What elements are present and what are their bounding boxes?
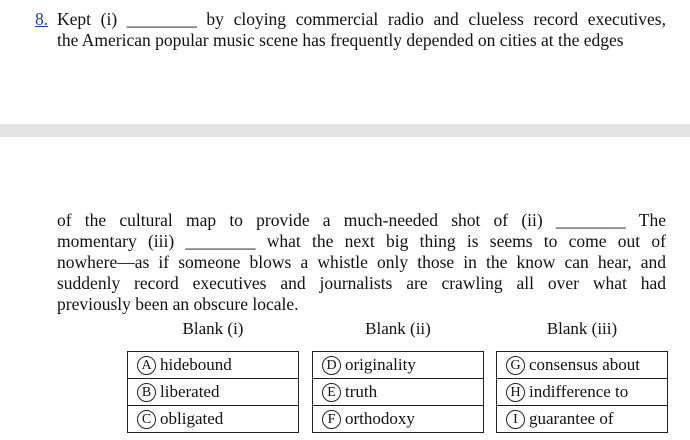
- option-a[interactable]: [128, 352, 298, 379]
- blank-3-options: [496, 351, 668, 433]
- blank-1-options: [127, 351, 299, 433]
- option-g[interactable]: [497, 352, 667, 379]
- question-text-line-1: Kept (i) ________ by cloying commercial radio and clueless record executives,: [57, 9, 666, 29]
- blank-2-heading: Blank (ii): [365, 319, 431, 338]
- question-text-line-3: of the cultural map to provide a much-needed shot of (ii) ________ The: [57, 210, 666, 230]
- option-text: obligated: [160, 409, 224, 428]
- option-letter-circle: I: [506, 410, 525, 429]
- option-f[interactable]: [313, 406, 483, 432]
- option-text: originality: [345, 355, 416, 374]
- option-text: consensus about: [529, 355, 640, 374]
- option-text: liberated: [160, 382, 220, 401]
- option-text: guarantee of: [529, 409, 614, 428]
- option-text: orthodoxy: [345, 409, 415, 428]
- option-letter-circle: C: [137, 410, 156, 429]
- option-text: hidebound: [160, 355, 232, 374]
- option-b[interactable]: [128, 379, 298, 406]
- page-gap-band: [0, 124, 690, 137]
- question-text-line-4: momentary (iii) ________ what the next big thing is seems to come out of: [57, 231, 666, 251]
- option-c[interactable]: [128, 406, 298, 432]
- question-number-link[interactable]: 8.: [35, 9, 49, 29]
- option-letter-circle: B: [137, 383, 156, 402]
- question-text-line-7: previously been an obscure locale.: [57, 294, 299, 314]
- option-h[interactable]: [497, 379, 667, 406]
- option-d[interactable]: [313, 352, 483, 379]
- option-letter-circle: F: [322, 410, 341, 429]
- blank-3-heading: Blank (iii): [546, 319, 618, 338]
- option-letter-circle: H: [506, 383, 525, 402]
- blank-1-heading: Blank (i): [182, 319, 244, 338]
- option-letter-circle: A: [137, 356, 156, 375]
- option-letter-circle: E: [322, 383, 341, 402]
- option-e[interactable]: [313, 379, 483, 406]
- question-text-line-2: the American popular music scene has frequently depended on cities at the edges: [57, 30, 624, 50]
- question-text-line-6: suddenly record executives and journalists are crawling all over what had: [57, 273, 666, 293]
- option-letter-circle: D: [322, 356, 341, 375]
- blank-2-options: [312, 351, 484, 433]
- option-text: indifference to: [529, 382, 629, 401]
- question-text-line-5: nowhere—as if someone blows a whistle only those in the know can hear, and: [57, 252, 666, 272]
- option-i[interactable]: [497, 406, 667, 432]
- option-letter-circle: G: [506, 356, 525, 375]
- option-text: truth: [345, 382, 378, 401]
